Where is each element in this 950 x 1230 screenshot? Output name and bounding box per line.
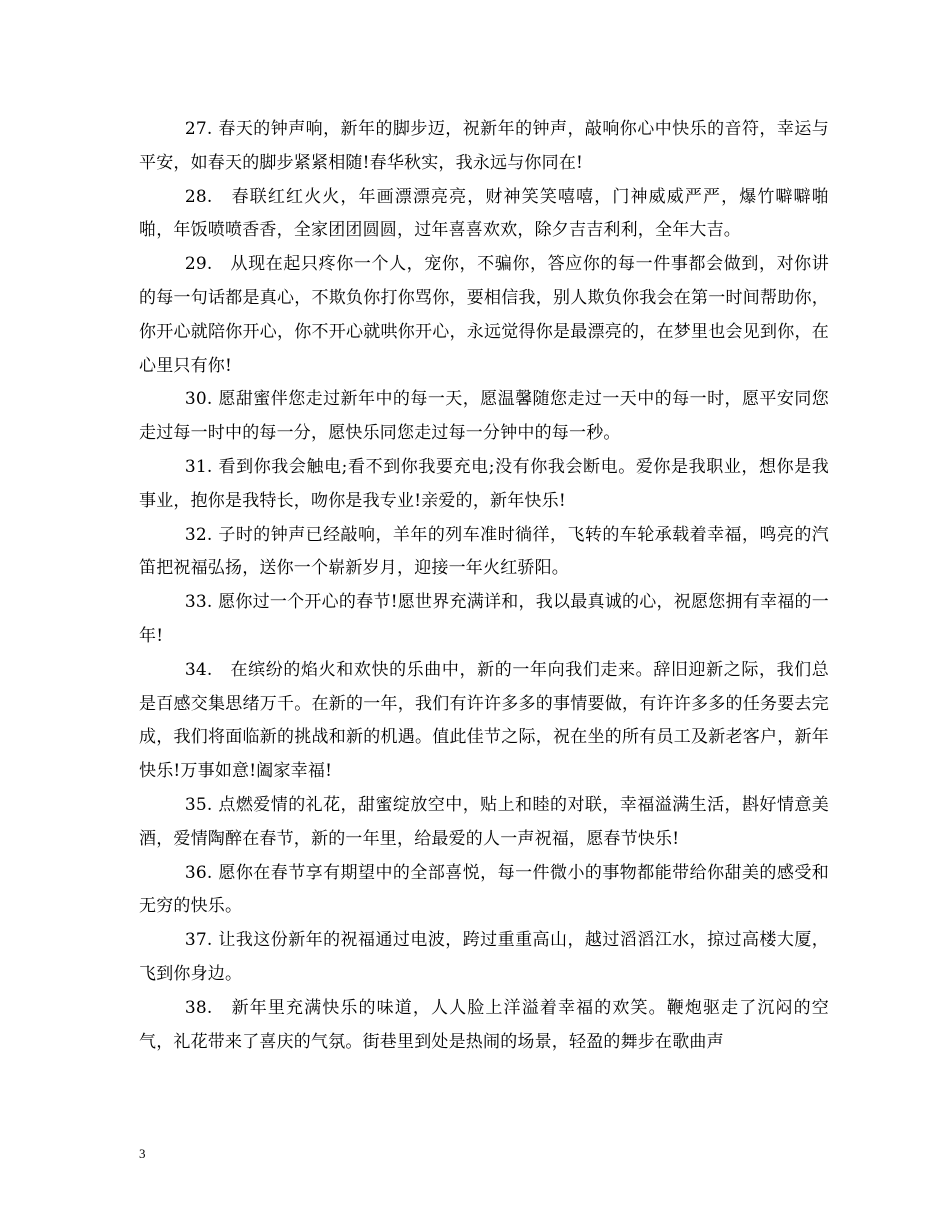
paragraph-28: 28. 春联红红火火，年画漂漂亮亮，财神笑笑嘻嘻，门神威威严严，爆竹噼噼啪啪，年饭喷喷香香，全家团团圆圆，过年喜喜欢欢，除夕吉吉利利，全年大吉。 (139, 186, 829, 241)
paragraph-38: 38. 新年里充满快乐的味道，人人脸上洋溢着幸福的欢笑。鞭炮驱走了沉闷的空气，礼花带来了喜庆的气氛。街巷里到处是热闹的场景，轻盈的舞步在歌曲声 (139, 997, 829, 1052)
paragraph-30: 30. 愿甜蜜伴您走过新年中的每一天，愿温馨随您走过一天中的每一时，愿平安同您走过每一时中的每一分，愿快乐同您走过每一分钟中的每一秒。 (139, 389, 829, 444)
page-number: 3 (139, 1146, 146, 1161)
paragraph-37: 37. 让我这份新年的祝福通过电波，跨过重重高山，越过滔滔江水，掠过高楼大厦，飞到你身边。 (139, 930, 829, 984)
paragraph-34: 34. 在缤纷的焰火和欢快的乐曲中，新的一年向我们走来。辞旧迎新之际，我们总是百感交集思绪万千。在新的一年，我们有许许多多的事情要做，有许许多多的任务要去完成，我们将面临新的挑战和新的机遇。值此佳节之际，祝在坐的所有员工及新老客户，新年快乐!万事如意!阖家幸福! (139, 659, 829, 782)
paragraph-32: 32. 子时的钟声已经敲响，羊年的列车准时徜徉，飞转的车轮承载着幸福，鸣亮的汽笛把祝福弘扬，送你一个崭新岁月，迎接一年火红骄阳。 (139, 524, 829, 579)
document-body (139, 113, 829, 1059)
paragraph-36: 36. 愿你在春节享有期望中的全部喜悦，每一件微小的事物都能带给你甜美的感受和无穷的快乐。 (139, 862, 829, 917)
paragraph-35: 35. 点燃爱情的礼花，甜蜜绽放空中，贴上和睦的对联，幸福溢满生活，斟好情意美酒，爱情陶醉在春节，新的一年里，给最爱的人一声祝福，愿春节快乐! (139, 794, 829, 849)
paragraph-31: 31. 看到你我会触电;看不到你我要充电;没有你我会断电。爱你是我职业，想你是我事业，抱你是我特长，吻你是我专业!亲爱的，新年快乐! (139, 456, 829, 511)
paragraph-33: 33. 愿你过一个开心的春节!愿世界充满详和，我以最真诚的心，祝愿您拥有幸福的一年! (139, 592, 829, 646)
paragraph-27: 27. 春天的钟声响，新年的脚步迈，祝新年的钟声，敲响你心中快乐的音符，幸运与平安，如春天的脚步紧紧相随!春华秋实，我永远与你同在! (139, 119, 829, 173)
paragraph-29: 29. 从现在起只疼你一个人，宠你，不骗你，答应你的每一件事都会做到，对你讲的每一句话都是真心，不欺负你打你骂你，要相信我，别人欺负你我会在第一时间帮助你，你开心就陪你开心，你不开心就哄你开心，永远觉得你是最漂亮的，在梦里也会见到你，在心里只有你! (139, 254, 829, 376)
